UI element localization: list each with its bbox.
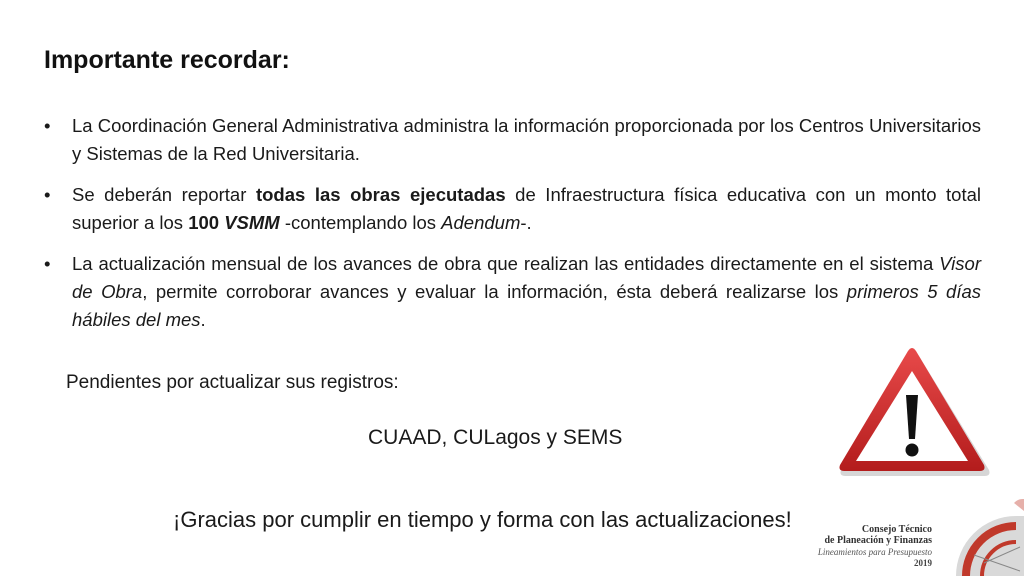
thanks-message: ¡Gracias por cumplir en tiempo y forma con las actualizaciones! <box>173 507 792 532</box>
bullet-text <box>72 184 981 233</box>
text-segment: Se deberán reportar <box>72 184 256 205</box>
text-segment: La actualización mensual de los avances de obra que realizan las entidades directamente en el sistema <box>72 253 940 274</box>
pending-label: Pendientes por actualizar sus registros: <box>66 372 399 393</box>
text-segment: . <box>200 309 206 330</box>
bullet-icon: • <box>44 184 51 205</box>
reminder-list <box>44 112 981 347</box>
page-title: Importante recordar: <box>44 46 290 74</box>
warning-triangle-icon <box>834 345 990 477</box>
text-segment: Adendum <box>441 212 521 233</box>
logo-year: 2019 <box>914 558 932 568</box>
logo-line-2: de Planeación y Finanzas <box>824 535 932 546</box>
logo-line-3: Lineamientos para Presupuesto <box>817 547 932 557</box>
text-segment: primeros 5 días hábiles del mes <box>72 281 981 330</box>
text-segment: La Coordinación General Administrativa administra la información proporcionada por los Centros Universitarios y Sistemas de la Red Universitaria. <box>72 115 981 164</box>
text-segment: -. <box>520 212 532 233</box>
text-segment: de Infraestructura física educativa con un monto total superior a los <box>72 184 981 233</box>
bullet-icon: • <box>44 253 51 274</box>
text-segment: 100 <box>188 212 225 233</box>
text-segment: VSMM <box>224 212 280 233</box>
bullet-icon: • <box>44 115 51 136</box>
text-segment: Visor de Obra <box>72 253 981 302</box>
text-segment: , permite corroborar avances y evaluar la información, ésta deberá realizarse los <box>142 281 847 302</box>
bullet-text <box>72 253 981 330</box>
list-item <box>44 250 981 334</box>
list-item <box>44 181 981 237</box>
bullet-text <box>72 115 981 164</box>
text-segment: -contemplando los <box>279 212 442 233</box>
logo-line-1: Consejo Técnico <box>861 524 932 535</box>
list-item <box>44 112 981 168</box>
pending-units: CUAAD, CULagos y SEMS <box>368 426 623 449</box>
text-segment: todas las obras ejecutadas <box>255 184 506 205</box>
